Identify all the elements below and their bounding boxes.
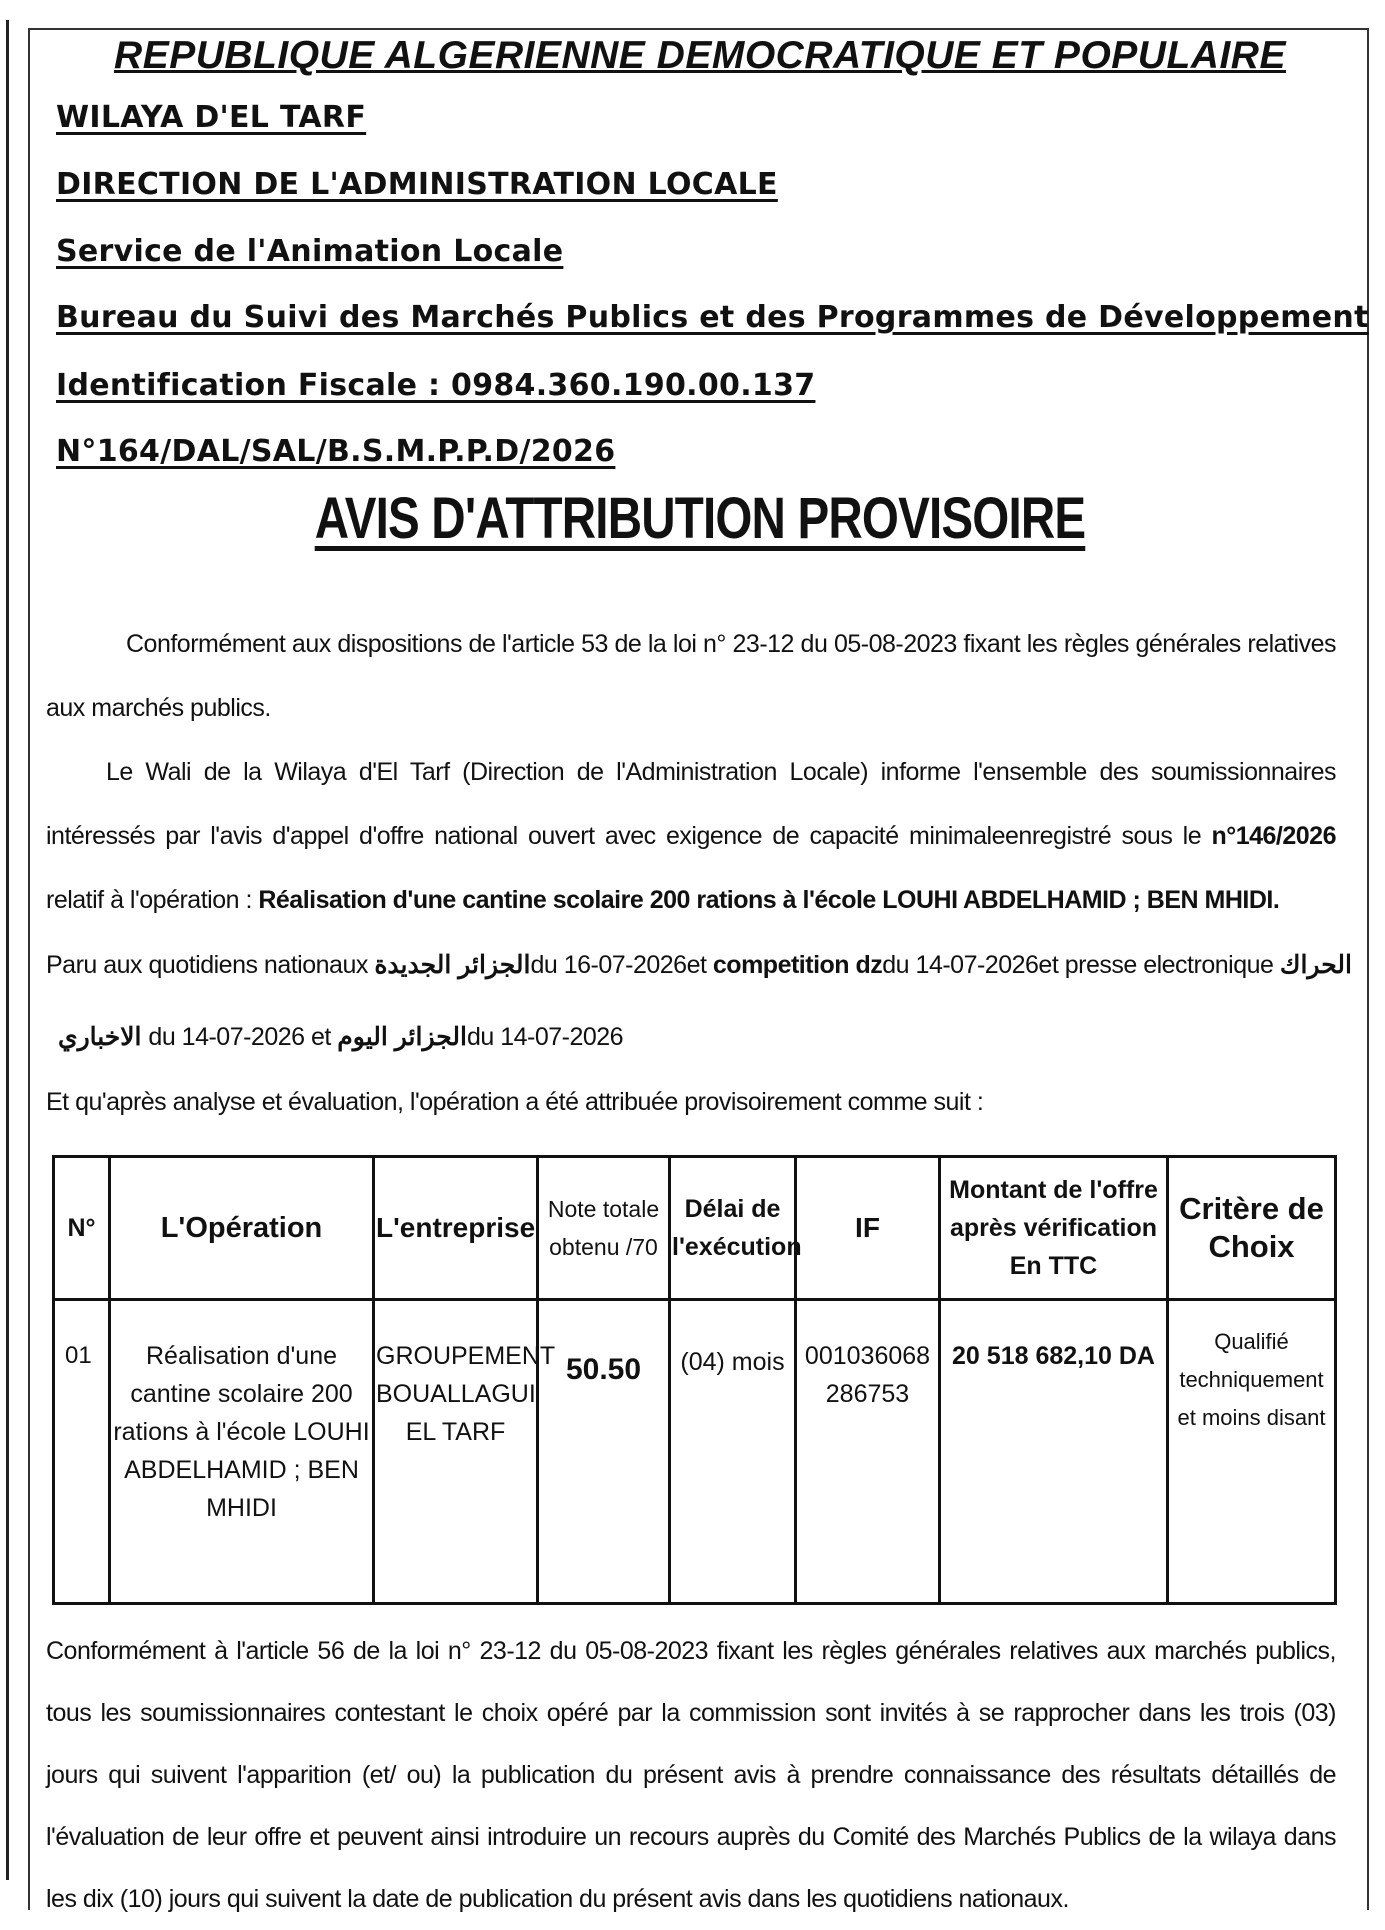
newspaper-name: الحراك: [1279, 951, 1352, 979]
announcement-text: Le Wali de la Wilaya d'El Tarf (Direction de l'Administration Locale) informe l'ensemble des soumissionnaires intéressés par l'avis d'appel d'offre national ouvert avec exigence de capacité minimaleenregistré sous le: [46, 758, 1336, 850]
header-number: N°: [54, 1157, 110, 1300]
cell-operation: Réalisation d'une cantine scolaire 200 rations à l'école LOUHI ABDELHAMID ; BEN MHIDI: [110, 1300, 374, 1604]
header-amount: Montant de l'offre après vérification En TTC: [940, 1157, 1168, 1300]
paragraph-announcement: [46, 740, 1336, 932]
header-if: IF: [796, 1157, 940, 1300]
direction-line: DIRECTION DE L'ADMINISTRATION LOCALE: [56, 167, 778, 202]
newspaper-name: الجزائر اليوم: [337, 1023, 467, 1051]
header-criteria: Critère de Choix: [1168, 1157, 1336, 1300]
notice-title: AVIS D'ATTRIBUTION PROVISOIRE: [314, 486, 1086, 551]
fiscal-id-line: Identification Fiscale : 0984.360.190.00.137: [56, 368, 816, 403]
scan-border-line: [6, 20, 9, 1880]
newspaper-name: الاخباري: [58, 1023, 142, 1051]
paragraph-legal-basis: Conformément aux dispositions de l'article 53 de la loi n° 23-12 du 05-08-2023 fixant les règles générales relatives aux marchés publics.: [46, 630, 1336, 722]
header-delay: Délai de l'exécution: [670, 1157, 796, 1300]
cell-amount: 20 518 682,10 DA: [940, 1300, 1168, 1604]
header-company: L'entreprise: [374, 1157, 538, 1300]
cell-criteria: Qualifié techniquement et moins disant: [1168, 1300, 1336, 1604]
table-row: [54, 1300, 1336, 1604]
service-line: Service de l'Animation Locale: [56, 234, 564, 269]
bureau-line: Bureau du Suivi des Marchés Publics et des Programmes de Développement: [56, 300, 1369, 335]
cell-score: 50.50: [538, 1300, 670, 1604]
cell-company: GROUPEMENT BOUALLAGUI EL TARF: [374, 1300, 538, 1604]
press-line-2: [58, 1022, 623, 1052]
press-date: du 14-07-2026 et: [141, 1023, 338, 1051]
newspaper-name: competition dz: [712, 951, 883, 979]
press-date: du 14-07-2026: [466, 1023, 624, 1051]
header-operation: L'Opération: [110, 1157, 374, 1300]
paragraph-appeal: Conformément à l'article 56 de la loi n° 23-12 du 05-08-2023 fixant les règles générales relatives aux marchés publics, tous les soumissionnaires contestant le choix opéré par la commission sont invités à se rapprocher dans les trois (03) jours qui suivent l'apparition (et/ ou) la publication du présent avis à prendre connaissance des résultats détaillés de l'évaluation de leur offre et peuvent ainsi introduire un recours auprès du Comité des Marchés Publics de la wilaya dans les dix (10) jours qui suivent la date de publication du présent avis dans les quotidiens nationaux.: [46, 1637, 1336, 1913]
paragraph-evaluation: Et qu'après analyse et évaluation, l'opération a été attribuée provisoirement comme suit :: [46, 1088, 984, 1116]
wilaya-line: WILAYA D'EL TARF: [56, 100, 367, 135]
reference-number: N°164/DAL/SAL/B.S.M.P.P.D/2026: [56, 434, 616, 469]
cell-if: 001036068 286753: [796, 1300, 940, 1604]
press-date: du 16-07-2026et: [530, 951, 713, 979]
operation-title: Réalisation d'une cantine scolaire 200 rations à l'école LOUHI ABDELHAMID ; BEN MHIDI.: [258, 886, 1280, 914]
header-score: Note totale obtenu /70: [538, 1157, 670, 1300]
announcement-text-2: relatif à l'opération :: [46, 886, 259, 914]
tender-number: n°146/2026: [1211, 822, 1336, 850]
republic-heading: REPUBLIQUE ALGERIENNE DEMOCRATIQUE ET POPULAIRE: [114, 34, 1286, 77]
cell-number: 01: [54, 1300, 110, 1604]
attribution-table: [52, 1155, 1337, 1605]
press-date: du 14-07-2026et presse electronique: [882, 951, 1280, 979]
newspaper-name: الجزائر الجديدة: [374, 951, 531, 979]
press-line-1: [46, 950, 1352, 980]
cell-delay: (04) mois: [670, 1300, 796, 1604]
table-header-row: [54, 1157, 1336, 1300]
press-text: Paru aux quotidiens nationaux: [46, 951, 375, 979]
